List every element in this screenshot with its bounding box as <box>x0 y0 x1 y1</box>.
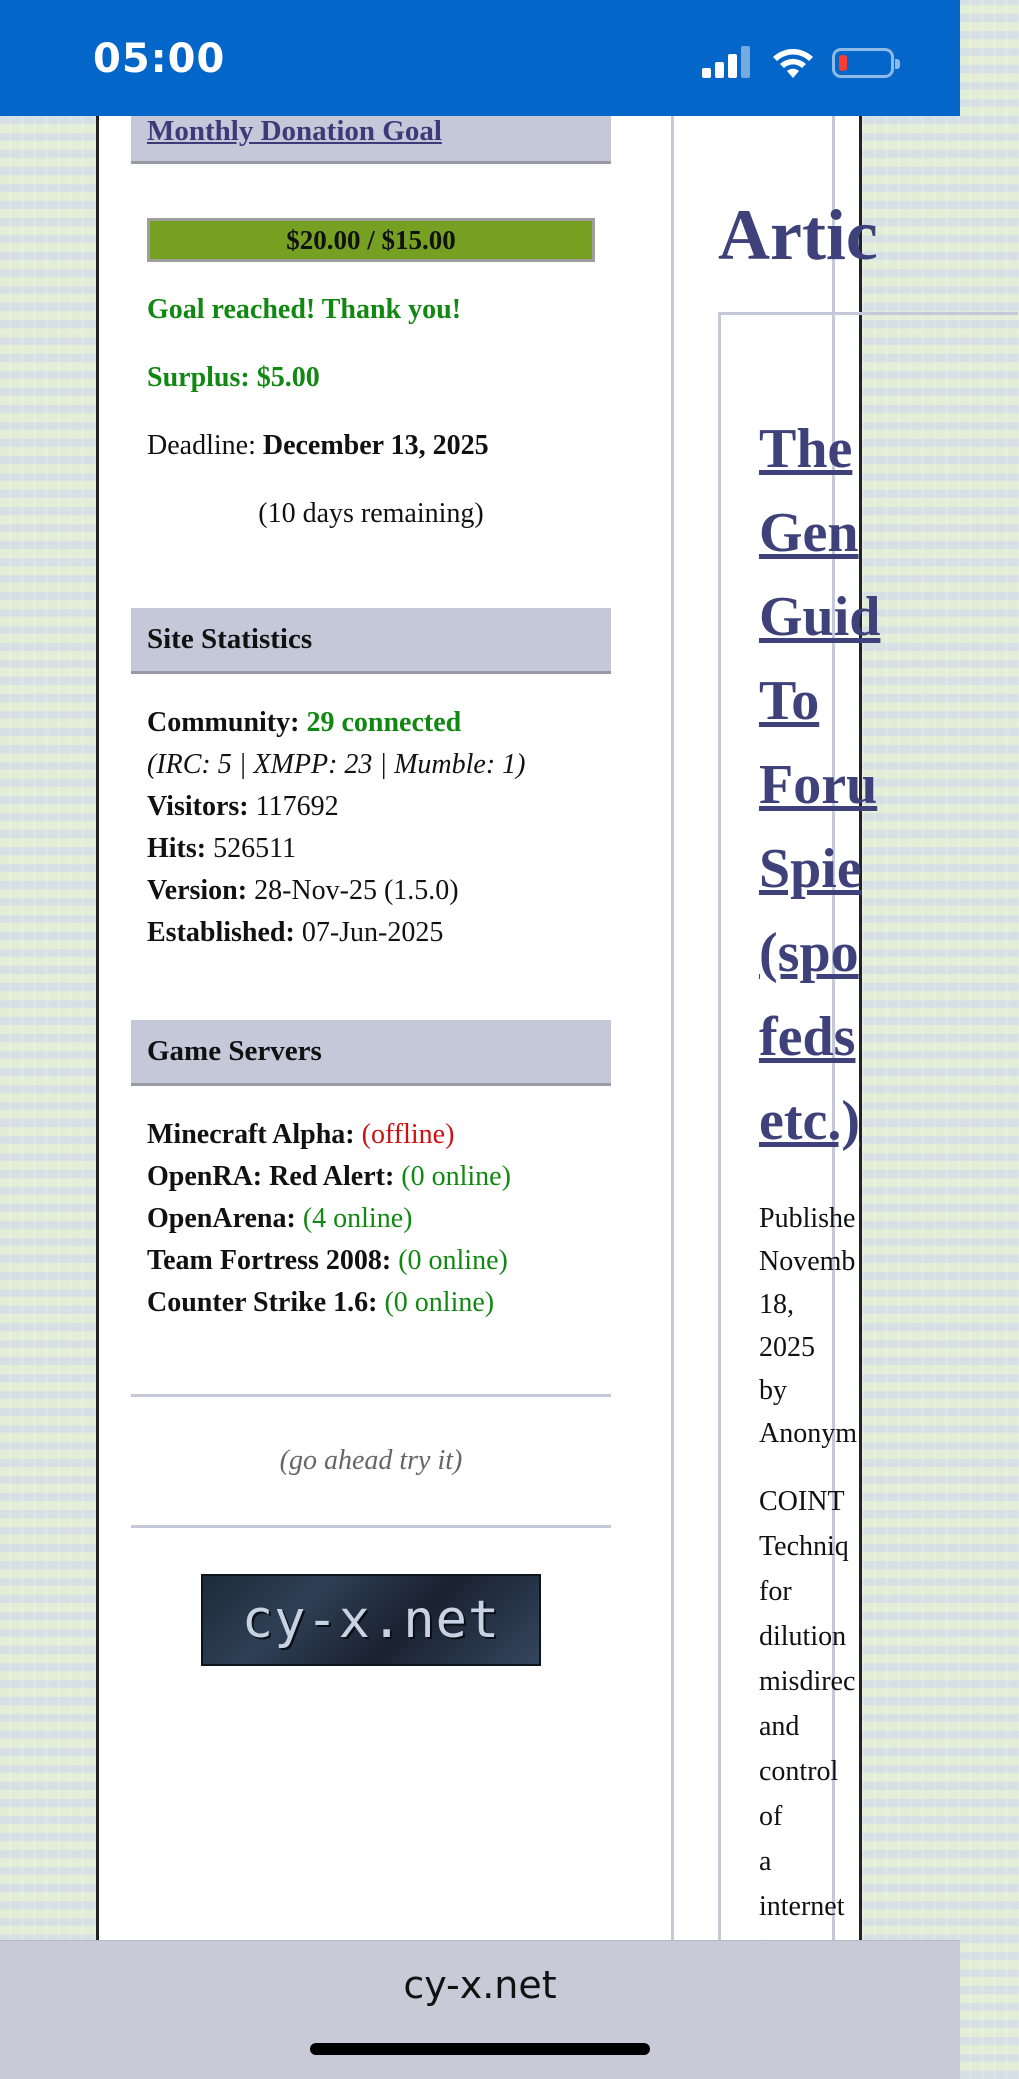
stat-label: Version: <box>147 875 248 906</box>
donation-body <box>131 218 611 530</box>
try-it-text: (go ahead try it) <box>279 1445 463 1476</box>
stats-heading: Site Statistics <box>131 608 611 674</box>
title-line: Guid <box>759 586 881 648</box>
stat-value: 29 connected <box>306 707 462 738</box>
signal-icon <box>702 46 754 78</box>
server-name: OpenRA: Red Alert: <box>147 1161 395 1192</box>
servers-heading: Game Servers <box>131 1020 611 1086</box>
body-line: Techniq <box>759 1531 849 1562</box>
body-line: COINT <box>759 1486 845 1517</box>
title-line: Spie <box>759 838 862 900</box>
meta-line: by <box>759 1375 787 1406</box>
section-title: Artic <box>718 195 878 275</box>
stat-breakdown: (IRC: 5 | XMPP: 23 | Mumble: 1) <box>147 749 526 780</box>
site-logo-banner[interactable]: cy-x.net <box>201 1574 541 1666</box>
body-line: for <box>759 1576 792 1607</box>
server-name: Minecraft Alpha: <box>147 1119 355 1150</box>
server-status: (4 online) <box>302 1203 413 1234</box>
server-status: (offline) <box>361 1119 455 1150</box>
home-indicator[interactable] <box>310 2043 650 2055</box>
body-line: misdirec <box>759 1666 856 1697</box>
donation-goal-link[interactable]: Monthly Donation Goal <box>147 115 442 147</box>
stat-established <box>147 912 595 954</box>
battery-icon <box>832 48 894 78</box>
server-row <box>147 1156 595 1198</box>
server-row <box>147 1240 595 1282</box>
surplus-text: Surplus: $5.00 <box>147 362 320 393</box>
status-time: 05:00 <box>93 36 226 82</box>
title-line: (spo <box>759 922 859 984</box>
article-content <box>759 407 1019 1974</box>
stats-body <box>131 702 611 954</box>
title-line: feds <box>759 1006 856 1068</box>
donation-progress-bar <box>147 218 595 262</box>
server-name: Counter Strike 1.6: <box>147 1287 378 1318</box>
days-remaining: (10 days remaining) <box>258 498 484 529</box>
server-status: (0 online) <box>401 1161 511 1192</box>
stat-label: Established: <box>147 917 295 948</box>
meta-line: 18, <box>759 1289 794 1320</box>
logo-wrap <box>131 1574 611 1666</box>
goal-message: Goal reached! Thank you! <box>147 294 462 325</box>
browser-address-bar <box>0 1940 960 2079</box>
stat-version <box>147 870 595 912</box>
title-line: etc.) <box>759 1090 861 1152</box>
article-body <box>759 1479 1019 1974</box>
title-line: To <box>759 670 820 732</box>
battery-level <box>839 55 847 71</box>
stat-value: 526511 <box>213 833 297 864</box>
meta-line: Anonym <box>759 1418 857 1449</box>
title-line: Foru <box>759 754 878 816</box>
server-name: Team Fortress 2008: <box>147 1245 392 1276</box>
status-icons <box>696 46 896 80</box>
article-title-link[interactable] <box>759 407 1019 1163</box>
donation-progress-text: $20.00 / $15.00 <box>286 225 456 255</box>
stat-value: 07-Jun-2025 <box>301 917 444 948</box>
article-card <box>718 312 1018 2012</box>
meta-line: Publishe <box>759 1203 856 1234</box>
donation-heading <box>131 116 611 164</box>
server-status: (0 online) <box>384 1287 495 1318</box>
server-row <box>147 1282 595 1324</box>
meta-line: 2025 <box>759 1332 815 1363</box>
deadline-value: December 13, 2025 <box>262 430 489 461</box>
body-line: control <box>759 1756 839 1787</box>
stat-hits <box>147 828 595 870</box>
stat-label: Hits: <box>147 833 207 864</box>
stat-value: 28-Nov-25 (1.5.0) <box>254 875 459 906</box>
stat-label: Community: <box>147 707 300 738</box>
deadline-label: Deadline: <box>147 430 256 461</box>
deadline <box>147 430 595 462</box>
stat-community <box>147 702 595 744</box>
main-column <box>671 116 881 1940</box>
server-status: (0 online) <box>398 1245 508 1276</box>
divider <box>131 1525 611 1528</box>
stat-value: 117692 <box>255 791 339 822</box>
server-name: OpenArena: <box>147 1203 296 1234</box>
server-row <box>147 1114 595 1156</box>
page <box>96 115 881 1940</box>
body-line: and <box>759 1711 800 1742</box>
sidebar <box>131 116 611 1666</box>
title-line: The <box>759 418 853 480</box>
body-line: a <box>759 1846 772 1877</box>
stat-visitors <box>147 786 595 828</box>
wifi-icon <box>770 46 816 80</box>
title-line: Gen <box>759 502 859 564</box>
status-bar <box>0 0 960 116</box>
server-row <box>147 1198 595 1240</box>
body-line: internet <box>759 1891 845 1922</box>
servers-list <box>131 1114 611 1324</box>
stat-label: Visitors: <box>147 791 249 822</box>
body-line: of <box>759 1801 783 1832</box>
body-line: dilution <box>759 1621 847 1652</box>
url-display[interactable]: cy-x.net <box>403 1963 557 2007</box>
article-meta <box>759 1197 1019 1455</box>
meta-line: Novemb <box>759 1246 856 1277</box>
